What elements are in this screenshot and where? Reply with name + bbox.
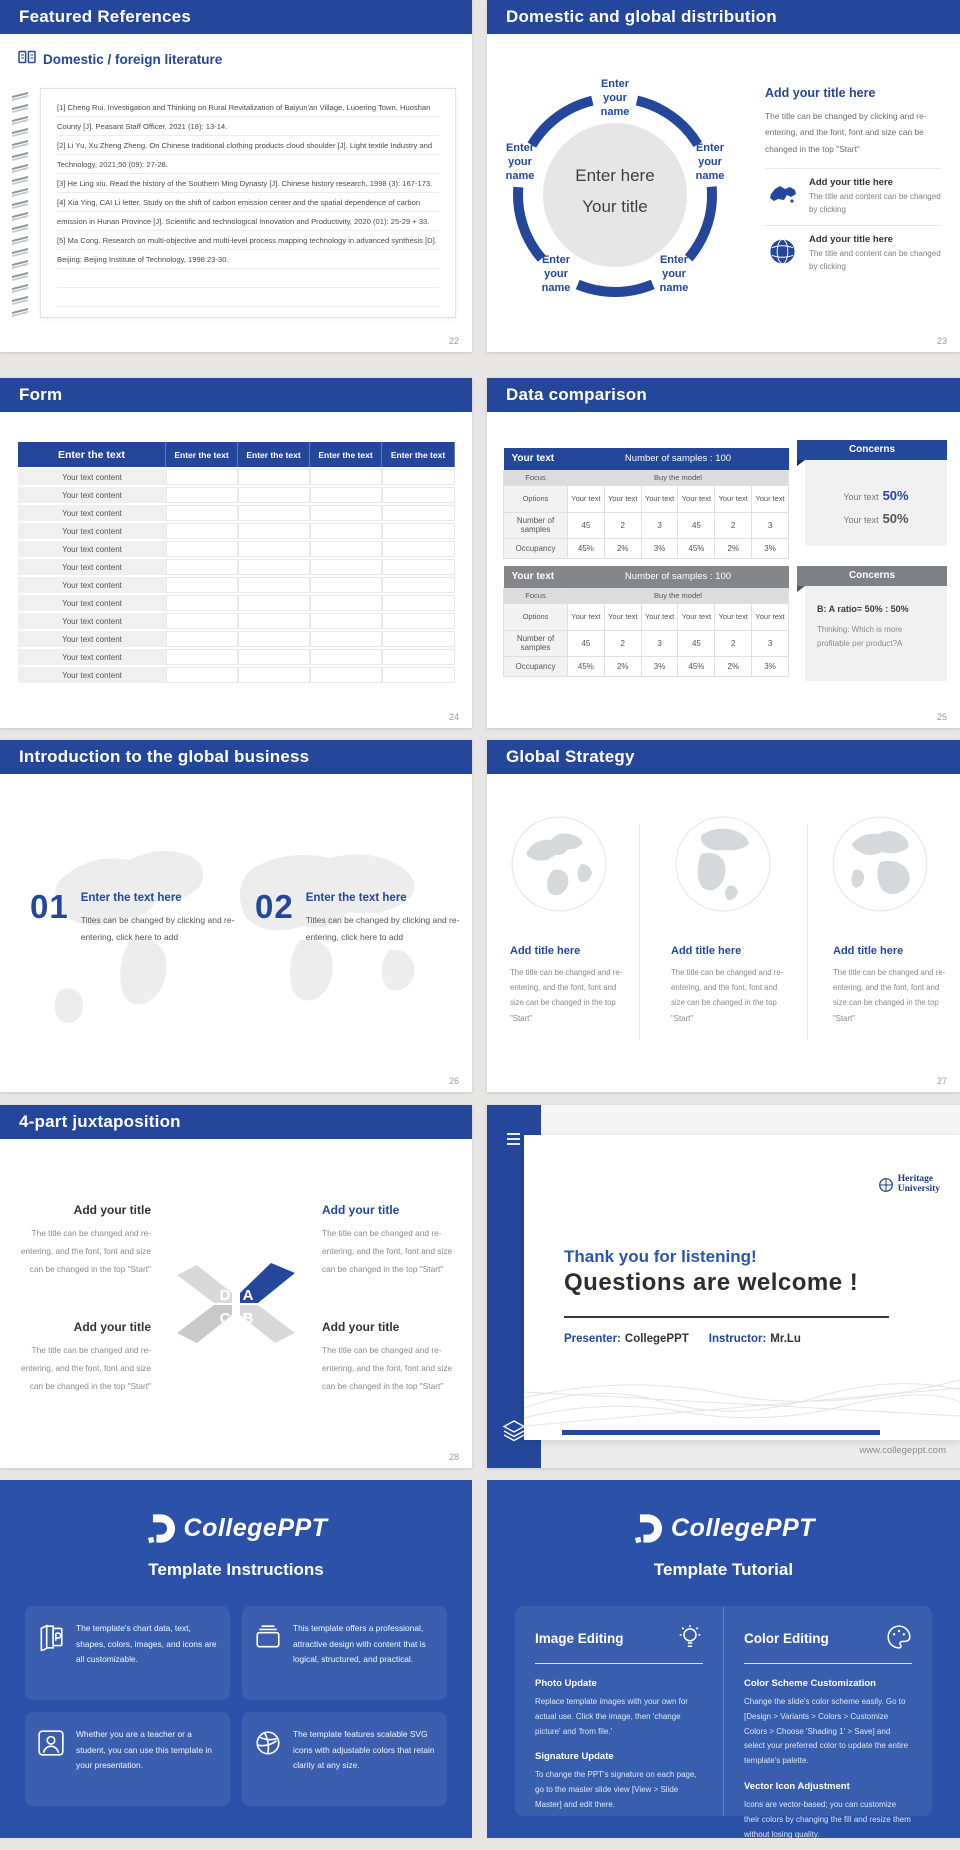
row-label: Number of samples bbox=[504, 512, 568, 538]
credits-line bbox=[564, 1333, 801, 1345]
item-title: Enter the text here bbox=[305, 892, 407, 904]
table-cell bbox=[310, 559, 382, 575]
section-subtitle: Vector Icon Adjustment bbox=[744, 1780, 850, 1792]
page-number: 25 bbox=[936, 712, 947, 722]
instruction-card bbox=[242, 1606, 447, 1700]
letter-c: C bbox=[219, 1310, 231, 1327]
brand-logo bbox=[0, 1480, 472, 1545]
brand-name: CollegePPT bbox=[183, 1514, 328, 1542]
slides-icon bbox=[37, 1623, 65, 1685]
occupancy-row: Occupancy 45% 2% 3% 45% 2% 3% bbox=[504, 656, 789, 676]
table-cell bbox=[238, 541, 310, 557]
table-cell bbox=[310, 595, 382, 611]
focus-row bbox=[504, 588, 789, 603]
university-logo: Heritage University bbox=[878, 1175, 940, 1195]
section-body: Replace template images with your own for actual use. Click the image, then 'change picture' and 'from file.' bbox=[535, 1697, 688, 1736]
wireframe-terrain-graphic bbox=[524, 1358, 960, 1430]
occupancy-row: Occupancy 45% 2% 3% 45% 2% 3% bbox=[504, 538, 789, 558]
presenter-value: CollegePPT bbox=[624, 1333, 689, 1345]
section-subtitle: Photo Update bbox=[535, 1678, 597, 1689]
instruction-cards bbox=[25, 1606, 447, 1806]
tutorial-section bbox=[535, 1678, 703, 1739]
slide-global-business bbox=[0, 740, 472, 1092]
table-cell bbox=[238, 523, 310, 539]
item-number: 02 bbox=[255, 888, 294, 925]
slide-title: Form bbox=[0, 378, 472, 412]
table-cell bbox=[238, 595, 310, 611]
row-label: Your text content bbox=[18, 631, 166, 647]
table-row bbox=[18, 523, 455, 539]
table-cell bbox=[166, 649, 238, 665]
row-label: Your text content bbox=[18, 649, 166, 665]
tutorial-section bbox=[744, 1678, 912, 1769]
text-block-top-left: Add your title The title can be changed and re-entering, and the font, font and size can be changed in the top "Start" bbox=[20, 1203, 151, 1275]
brand-logo bbox=[487, 1480, 960, 1545]
table-cell bbox=[382, 505, 455, 521]
concerns-panel-1 bbox=[797, 440, 947, 546]
table-cell bbox=[382, 667, 455, 683]
letter-d: D bbox=[219, 1287, 231, 1304]
row-label: Your text content bbox=[18, 541, 166, 557]
row-label: Your text content bbox=[18, 487, 166, 503]
table-cell bbox=[166, 541, 238, 557]
table-row bbox=[18, 487, 455, 503]
section-body: To change the PPT's signature on each page, go to the master slide view [View > Slide Master] and edit there. bbox=[535, 1770, 697, 1809]
row-label: Options bbox=[504, 485, 568, 512]
column-title: Image Editing bbox=[535, 1631, 624, 1646]
page-number: 22 bbox=[448, 336, 459, 346]
table-cell bbox=[382, 469, 455, 485]
column-header: Enter the text bbox=[310, 442, 382, 467]
table-header-row bbox=[504, 448, 789, 470]
list-item bbox=[765, 168, 941, 225]
strategy-block bbox=[833, 945, 960, 1026]
instruction-card bbox=[25, 1712, 230, 1806]
table-cell bbox=[310, 667, 382, 683]
table-cell bbox=[166, 667, 238, 683]
reference-item: [1] Cheng Rui. Investigation and Thinking on Rural Revitalization of Baiyun'an Village, Luoering Town, Huoshan County [J]. Peasant Staff Officer, 2021 (18): 13-14. bbox=[57, 98, 439, 136]
table-cell bbox=[238, 559, 310, 575]
slide-data-comparison bbox=[487, 378, 960, 728]
table-cell bbox=[310, 505, 382, 521]
comparison-table-1 bbox=[503, 448, 789, 559]
table-cell bbox=[238, 487, 310, 503]
page-number: 24 bbox=[448, 712, 459, 722]
table-cell bbox=[166, 577, 238, 593]
section-subtitle: Signature Update bbox=[535, 1751, 614, 1763]
table-label: Your text bbox=[504, 566, 568, 588]
layers-diamond-icon bbox=[502, 1420, 526, 1442]
focus-value: Buy the model bbox=[568, 470, 789, 485]
collegeppt-logo-icon bbox=[632, 1512, 662, 1545]
table-cell bbox=[238, 649, 310, 665]
table-row bbox=[18, 667, 455, 683]
panel-template-tutorial bbox=[487, 1480, 960, 1838]
table-cell bbox=[238, 505, 310, 521]
table-row bbox=[18, 559, 455, 575]
table-cell bbox=[310, 649, 382, 665]
reference-item: [4] Xia Ying, CAI Li letter. Study on the shift of carbon emission center and the spatial dependence of carbon emission in Hunan Province [J]. Scientific and technological Innovation and Productivity, 2020 (01): 25-29 + 33. bbox=[57, 193, 439, 231]
table-label: Your text bbox=[504, 448, 568, 470]
slide-title: Featured References bbox=[0, 0, 472, 34]
table-cell bbox=[166, 487, 238, 503]
row-label: Your text content bbox=[18, 667, 166, 683]
page-number: 26 bbox=[448, 1076, 459, 1086]
text-block-top-right: Add your title The title can be changed and re-entering, and the font, font and size can be changed in the top "Start" bbox=[322, 1203, 453, 1275]
table-row bbox=[18, 631, 455, 647]
form-table bbox=[18, 440, 455, 685]
ribbon-x-graphic bbox=[169, 1261, 303, 1347]
samples-row: Number of samples 45 2 3 45 2 3 bbox=[504, 630, 789, 656]
letter-b: B bbox=[242, 1310, 254, 1327]
table-cell bbox=[166, 469, 238, 485]
tutorial-section bbox=[744, 1781, 912, 1842]
concerns-ribbon: Concerns bbox=[797, 440, 947, 460]
reference-item: [3] He Ling xiu. Read the history of the Southern Ming Dynasty [J]. Chinese history research, 1998 (3): 167-173. bbox=[57, 174, 439, 193]
focus-value: Buy the model bbox=[568, 588, 789, 603]
comparison-table-2 bbox=[503, 566, 789, 677]
table-cell bbox=[238, 631, 310, 647]
concerns-body bbox=[805, 586, 947, 681]
table-row bbox=[18, 649, 455, 665]
website-url: www.collegeppt.com bbox=[859, 1445, 946, 1456]
numbered-item bbox=[30, 890, 243, 945]
palette-icon bbox=[886, 1624, 912, 1653]
right-column bbox=[765, 86, 941, 281]
list-item bbox=[765, 225, 941, 282]
table-cell bbox=[310, 523, 382, 539]
table-cell bbox=[310, 631, 382, 647]
reference-item: [5] Ma Cong. Research on multi-objective and multi-level process mapping technology in advanced synthesis [D]. Beijing: Beijing Institute of Technology, 1998:23-30. bbox=[57, 231, 439, 269]
slide-title: Global Strategy bbox=[487, 740, 960, 774]
concerns-panel-2 bbox=[797, 566, 947, 681]
page-number: 23 bbox=[936, 336, 947, 346]
concern-line: Your text 50% bbox=[843, 511, 909, 527]
column-header: Enter the text bbox=[238, 442, 310, 467]
instruction-card bbox=[242, 1712, 447, 1806]
thank-you-card bbox=[524, 1135, 960, 1440]
table-cell bbox=[382, 541, 455, 557]
block-title: Add title here bbox=[510, 945, 581, 957]
tutorial-card bbox=[515, 1606, 932, 1839]
block-body: The title can be changed and re-entering, and the font, font and size can be changed in the top "Start" bbox=[671, 968, 784, 1023]
row-label: Your text content bbox=[18, 505, 166, 521]
slide-juxtaposition bbox=[0, 1105, 472, 1468]
diagram-center-label: Enter here Your title bbox=[575, 166, 655, 217]
options-row: Options Your text Your text Your text Your text Your text Your text bbox=[504, 603, 789, 630]
concerns-body bbox=[805, 460, 947, 546]
item-body: The title and content can be changed by clicking bbox=[809, 192, 941, 214]
card-text: This template offers a professional, attractive design with content that is logical, structured, and practical. bbox=[293, 1623, 426, 1665]
table-cell bbox=[166, 523, 238, 539]
table-cell bbox=[382, 523, 455, 539]
table-cell bbox=[310, 577, 382, 593]
table-cell bbox=[166, 613, 238, 629]
university-emblem-icon bbox=[878, 1177, 894, 1193]
page-number: 27 bbox=[936, 1076, 947, 1086]
block-title: Add title here bbox=[671, 945, 742, 957]
samples-header: Number of samples : 100 bbox=[568, 448, 789, 470]
column-header: Enter the text bbox=[166, 442, 238, 467]
block-body: The title can be changed by clicking and re-entering, and the font, font and size can be changed in the top "Start" bbox=[765, 111, 927, 154]
block-title: Add title here bbox=[833, 945, 904, 957]
concerns-ribbon: Concerns bbox=[797, 566, 947, 586]
slide-thank-you bbox=[487, 1105, 960, 1468]
diagram-node-label: Enter your name bbox=[541, 254, 571, 294]
reference-item: [2] Li Yu, Xu Zheng Zheng. On Chinese traditional clothing products cloud shoulder [J]. Light textile Industry and Technology, 2021,50 (09): 27-28. bbox=[57, 136, 439, 174]
concern-line: Your text 50% bbox=[843, 488, 909, 503]
book-icon bbox=[18, 50, 36, 69]
panel-template-instructions bbox=[0, 1480, 472, 1838]
table-cell bbox=[310, 469, 382, 485]
tutorial-section bbox=[535, 1751, 703, 1812]
page-number: 28 bbox=[448, 1452, 459, 1462]
slide-title: Introduction to the global business bbox=[0, 740, 472, 774]
section-heading-label: Domestic / foreign literature bbox=[43, 52, 223, 67]
slide-distribution bbox=[487, 0, 960, 352]
slide-title: 4-part juxtaposition bbox=[0, 1105, 472, 1139]
divider bbox=[807, 824, 808, 1039]
spiral-binding-icon bbox=[12, 94, 28, 315]
diagram-node-label: Enter your name bbox=[659, 254, 689, 294]
slide-form bbox=[0, 378, 472, 728]
presenter-icon bbox=[37, 1729, 65, 1791]
table-row bbox=[18, 613, 455, 629]
instructor-value: Mr.Lu bbox=[770, 1333, 801, 1345]
diagram-node-label: Enter your name bbox=[505, 142, 535, 182]
card-text: The template features scalable SVG icons with adjustable colors that retain clarity at any size. bbox=[293, 1729, 435, 1771]
item-title: Add your title here bbox=[809, 177, 893, 189]
item-body: Titles can be changed by clicking and re-entering, click here to add bbox=[80, 915, 235, 942]
panel-heading: Template Tutorial bbox=[653, 1560, 794, 1579]
table-header-row bbox=[18, 442, 455, 467]
collegeppt-logo-icon bbox=[145, 1512, 175, 1545]
table-cell bbox=[382, 577, 455, 593]
item-title: Add your title here bbox=[809, 233, 893, 245]
row-label: Options bbox=[504, 603, 568, 630]
reference-list bbox=[40, 88, 456, 318]
vector-ball-icon bbox=[254, 1729, 282, 1791]
table-cell bbox=[382, 595, 455, 611]
section-subtitle: Color Scheme Customization bbox=[744, 1678, 876, 1689]
accent-bar bbox=[562, 1430, 880, 1435]
ruled-lines bbox=[57, 269, 439, 307]
table-header-row bbox=[504, 566, 789, 588]
table-row bbox=[18, 469, 455, 485]
row-label: Number of samples bbox=[504, 630, 568, 656]
table-cell bbox=[166, 631, 238, 647]
section-heading bbox=[18, 50, 222, 69]
column-header: Enter the text bbox=[382, 442, 455, 467]
slide-title: Domestic and global distribution bbox=[487, 0, 960, 34]
instruction-card bbox=[25, 1606, 230, 1700]
block-body: The title can be changed and re-entering, and the font, font and size can be changed in the top "Start" bbox=[510, 968, 623, 1023]
table-cell bbox=[310, 541, 382, 557]
table-cell bbox=[238, 577, 310, 593]
text-block-bottom-right: Add your title The title can be changed and re-entering, and the font, font and size can be changed in the top "Start" bbox=[322, 1320, 453, 1392]
samples-header: Number of samples : 100 bbox=[568, 566, 789, 588]
item-title: Enter the text here bbox=[80, 892, 182, 904]
item-number: 01 bbox=[30, 888, 69, 925]
slide-featured-references bbox=[0, 0, 472, 352]
china-map-icon bbox=[765, 182, 799, 212]
table-cell bbox=[166, 505, 238, 521]
text-block-bottom-left: Add your title The title can be changed and re-entering, and the font, font and size can be changed in the top "Start" bbox=[20, 1320, 151, 1392]
table-cell bbox=[310, 487, 382, 503]
headline-primary: Thank you for listening! bbox=[564, 1247, 757, 1266]
concern-headline: B: A ratio= 50% : 50% bbox=[817, 604, 909, 614]
globe-icon bbox=[509, 814, 609, 914]
column-title: Color Editing bbox=[744, 1631, 829, 1646]
row-label: Your text content bbox=[18, 559, 166, 575]
row-label: Your text content bbox=[18, 613, 166, 629]
concern-text: Thinking: Which is more profitable per product?A bbox=[817, 625, 903, 648]
slide-global-strategy bbox=[487, 740, 960, 1092]
slide-title: Data comparison bbox=[487, 378, 960, 412]
table-cell bbox=[238, 613, 310, 629]
row-label: Occupancy bbox=[504, 656, 568, 676]
diagram-node-label: Enter your name bbox=[600, 78, 630, 118]
row-label: Focus bbox=[504, 588, 568, 603]
globe-icon bbox=[830, 814, 930, 914]
diagram-node-label: Enter your name bbox=[695, 142, 725, 182]
tutorial-column-image-editing bbox=[515, 1606, 723, 1816]
bulb-icon bbox=[677, 1624, 703, 1653]
table-cell bbox=[238, 667, 310, 683]
table-cell bbox=[310, 613, 382, 629]
table-cell bbox=[382, 487, 455, 503]
menu-icon bbox=[507, 1133, 520, 1148]
globe-icon bbox=[765, 238, 799, 270]
item-body: Titles can be changed by clicking and re-entering, click here to add bbox=[305, 915, 460, 942]
letter-a: A bbox=[242, 1287, 254, 1304]
table-row bbox=[18, 505, 455, 521]
divider bbox=[564, 1316, 889, 1318]
table-cell bbox=[382, 559, 455, 575]
row-label: Your text content bbox=[18, 523, 166, 539]
section-body: Icons are vector-based; you can customize their colors by changing the fill and resize them without losing quality. bbox=[744, 1799, 911, 1839]
table-cell bbox=[166, 559, 238, 575]
table-row bbox=[18, 577, 455, 593]
strategy-block bbox=[671, 945, 801, 1026]
card-text: The template's chart data, text, shapes, colors, images, and icons are all customizable. bbox=[76, 1623, 217, 1665]
headline-secondary: Questions are welcome ! bbox=[564, 1269, 859, 1296]
column-header: Enter the text bbox=[18, 442, 166, 467]
table-cell bbox=[382, 613, 455, 629]
row-label: Your text content bbox=[18, 469, 166, 485]
card-text: Whether you are a teacher or a student, you can use this template in your presentation. bbox=[76, 1729, 212, 1771]
window-icon bbox=[254, 1623, 282, 1685]
section-body: Change the slide's color scheme easily. Go to [Design > Variants > Colors > Customize Colors > Choose 'Shading 1' > Save] and select your preferred color to update the entire template's palette. bbox=[744, 1697, 909, 1766]
table-cell bbox=[166, 595, 238, 611]
table-row bbox=[18, 595, 455, 611]
block-title: Add your title here bbox=[765, 86, 876, 100]
panel-heading: Template Instructions bbox=[148, 1560, 324, 1579]
instructor-label: Instructor: bbox=[708, 1333, 767, 1345]
row-label: Focus bbox=[504, 470, 568, 485]
focus-row bbox=[504, 470, 789, 485]
tutorial-column-color-editing bbox=[723, 1606, 932, 1839]
item-body: The title and content can be changed by clicking bbox=[809, 248, 941, 271]
globe-icon bbox=[673, 814, 773, 914]
table-cell bbox=[238, 469, 310, 485]
presenter-label: Presenter: bbox=[564, 1333, 621, 1345]
options-row: Options Your text Your text Your text Your text Your text Your text bbox=[504, 485, 789, 512]
strategy-block bbox=[510, 945, 640, 1026]
block-body: The title can be changed and re-entering, and the font, font and size can be changed in the top "Start" bbox=[833, 968, 946, 1023]
row-label: Your text content bbox=[18, 595, 166, 611]
brand-name: CollegePPT bbox=[671, 1514, 815, 1542]
numbered-item bbox=[255, 890, 468, 945]
table-row bbox=[18, 541, 455, 557]
row-label: Occupancy bbox=[504, 538, 568, 558]
samples-row: Number of samples 45 2 3 45 2 3 bbox=[504, 512, 789, 538]
table-cell bbox=[382, 631, 455, 647]
row-label: Your text content bbox=[18, 577, 166, 593]
table-cell bbox=[382, 649, 455, 665]
